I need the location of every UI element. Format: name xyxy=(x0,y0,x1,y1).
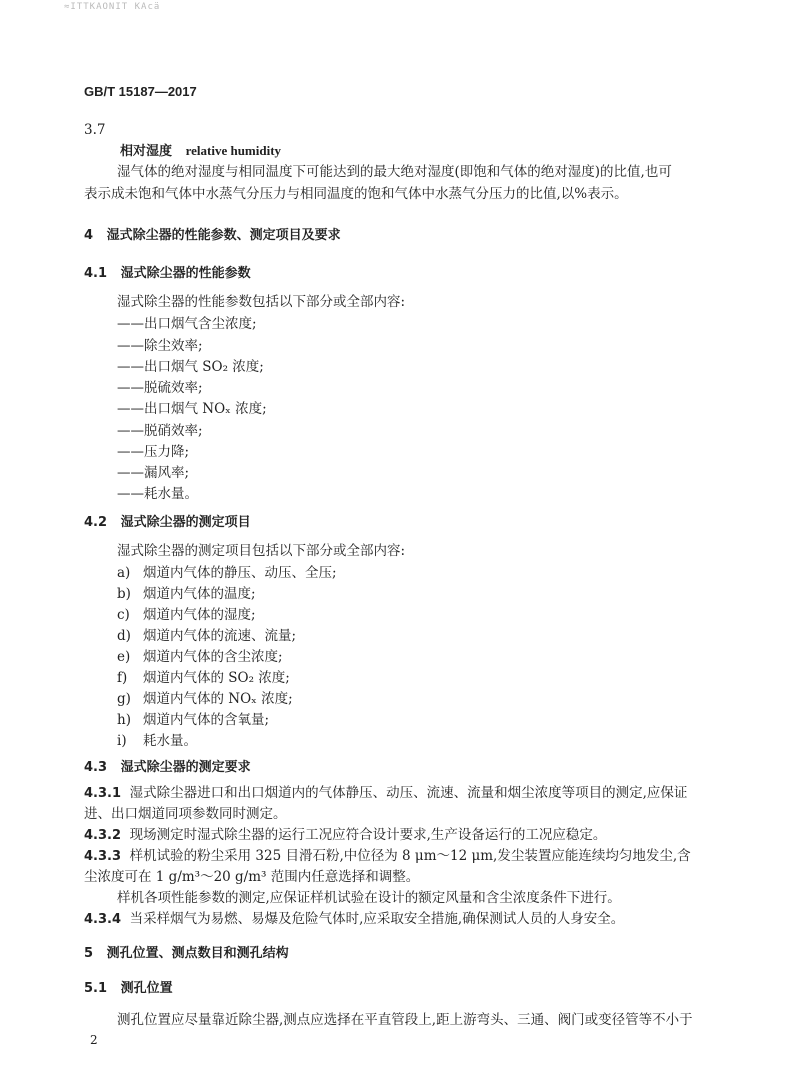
clause-4-3-1-line-1 xyxy=(84,783,687,804)
list-marker: i) xyxy=(117,733,127,749)
section-4-number: 4 xyxy=(84,228,94,243)
list-item xyxy=(117,710,269,730)
list-text: 烟道内气体的流速、流量; xyxy=(143,628,297,644)
list-item: ——漏风率; xyxy=(117,465,190,481)
section-5-number: 5 xyxy=(84,946,94,961)
list-item: ——压力降; xyxy=(117,444,190,460)
list-item: ——出口烟气含尘浓度; xyxy=(117,316,257,332)
section-5-1-number: 5.1 xyxy=(84,981,108,996)
clause-4-3-3-line-1 xyxy=(84,846,691,867)
section-4-3-number: 4.3 xyxy=(84,760,108,775)
list-item xyxy=(117,668,290,688)
list-text: 耗水量。 xyxy=(143,733,197,749)
section-4-1-number: 4.1 xyxy=(84,266,108,281)
list-item: ——出口烟气 SO₂ 浓度; xyxy=(117,359,264,375)
list-marker: e) xyxy=(117,649,131,665)
section-5-heading xyxy=(84,944,289,964)
list-marker: c) xyxy=(117,607,130,623)
section-4-title: 湿式除尘器的性能参数、测定项目及要求 xyxy=(106,228,341,243)
list-item xyxy=(117,584,256,604)
clause-4-3-2-text: 现场测定时湿式除尘器的运行工况应符合设计要求,生产设备运行的工况应稳定。 xyxy=(129,827,607,843)
clause-4-3-4-text: 当采样烟气为易燃、易爆及危险气体时,应采取安全措施,确保测试人员的人身安全。 xyxy=(129,911,625,927)
clause-4-3-3-line-3: 样机各项性能参数的测定,应保证样机试验在设计的额定风量和含尘浓度条件下进行。 xyxy=(117,890,621,906)
clause-4-3-4 xyxy=(84,909,624,930)
list-item xyxy=(117,605,256,625)
list-item: ——出口烟气 NOₓ 浓度; xyxy=(117,401,267,417)
list-item: ——耗水量。 xyxy=(117,486,198,502)
clause-4-3-1-line-2: 进、出口烟道同项参数同时测定。 xyxy=(84,806,287,822)
list-marker: h) xyxy=(117,712,131,728)
section-4-1-title: 湿式除尘器的性能参数 xyxy=(120,266,251,281)
list-marker: g) xyxy=(117,691,131,707)
clause-4-3-3-line-2: 尘浓度可在 1 g/m³～20 g/m³ 范围内任意选择和调整。 xyxy=(84,869,420,885)
clause-number-3-7: 3.7 xyxy=(84,122,106,138)
section-5-1-heading xyxy=(84,979,173,999)
section-5-1-title: 测孔位置 xyxy=(120,981,173,996)
clause-4-3-1-number: 4.3.1 xyxy=(84,786,122,801)
page-number: 2 xyxy=(90,1033,98,1047)
list-item xyxy=(117,689,293,709)
list-text: 烟道内气体的 SO₂ 浓度; xyxy=(143,670,290,686)
section-5-title: 测孔位置、测点数目和测孔结构 xyxy=(106,946,289,961)
list-item: ——脱硝效率; xyxy=(117,423,203,439)
top-watermark-text: ≈ITTKAONIT KAcä xyxy=(64,2,161,12)
clause-4-3-2-number: 4.3.2 xyxy=(84,828,122,843)
list-text: 烟道内气体的 NOₓ 浓度; xyxy=(143,691,293,707)
list-marker: b) xyxy=(117,586,131,602)
section-5-1-paragraph: 测孔位置应尽量靠近除尘器,测点应选择在平直管段上,距上游弯头、三通、阀门或变径管等不小于 xyxy=(117,1012,693,1028)
list-text: 烟道内气体的含尘浓度; xyxy=(143,649,283,665)
list-item xyxy=(117,647,283,667)
list-text: 烟道内气体的湿度; xyxy=(143,607,256,623)
list-item xyxy=(117,563,337,583)
list-item: ——脱硫效率; xyxy=(117,380,203,396)
section-4-heading xyxy=(84,226,341,246)
section-4-2-title: 湿式除尘器的测定项目 xyxy=(120,515,251,530)
list-marker: d) xyxy=(117,628,131,644)
section-4-3-heading xyxy=(84,758,251,778)
list-text: 烟道内气体的含氧量; xyxy=(143,712,270,728)
definition-line-2: 表示成未饱和气体中水蒸气分压力与相同温度的饱和气体中水蒸气分压力的比值,以%表示。 xyxy=(84,186,628,202)
list-item xyxy=(117,626,296,646)
clause-4-3-1-text: 湿式除尘器进口和出口烟道内的气体静压、动压、流速、流量和烟尘浓度等项目的测定,应保证 xyxy=(129,785,688,801)
clause-4-3-2 xyxy=(84,825,606,846)
term-heading xyxy=(120,141,281,162)
list-marker: f) xyxy=(117,670,128,686)
section-4-1-intro: 湿式除尘器的性能参数包括以下部分或全部内容: xyxy=(117,294,406,310)
list-marker: a) xyxy=(117,565,131,581)
list-item xyxy=(117,731,197,751)
clause-4-3-4-number: 4.3.4 xyxy=(84,912,122,927)
section-4-3-title: 湿式除尘器的测定要求 xyxy=(120,760,251,775)
clause-4-3-3-text: 样机试验的粉尘采用 325 目滑石粉,中位径为 8 μm～12 μm,发尘装置应能连续均匀地发尘,含 xyxy=(129,848,691,864)
list-text: 烟道内气体的温度; xyxy=(143,586,256,602)
term-zh: 相对湿度 xyxy=(120,144,173,159)
list-text: 烟道内气体的静压、动压、全压; xyxy=(143,565,337,581)
section-4-2-number: 4.2 xyxy=(84,515,108,530)
standard-number: GB/T 15187—2017 xyxy=(84,84,197,99)
clause-4-3-3-number: 4.3.3 xyxy=(84,849,122,864)
definition-line-1: 湿气体的绝对湿度与相同温度下可能达到的最大绝对湿度(即饱和气体的绝对湿度)的比值,也可 xyxy=(117,164,672,180)
section-4-2-heading xyxy=(84,513,251,533)
list-item: ——除尘效率; xyxy=(117,338,203,354)
section-4-2-intro: 湿式除尘器的测定项目包括以下部分或全部内容: xyxy=(117,543,406,559)
section-4-1-heading xyxy=(84,264,251,284)
term-en: relative humidity xyxy=(185,143,282,158)
